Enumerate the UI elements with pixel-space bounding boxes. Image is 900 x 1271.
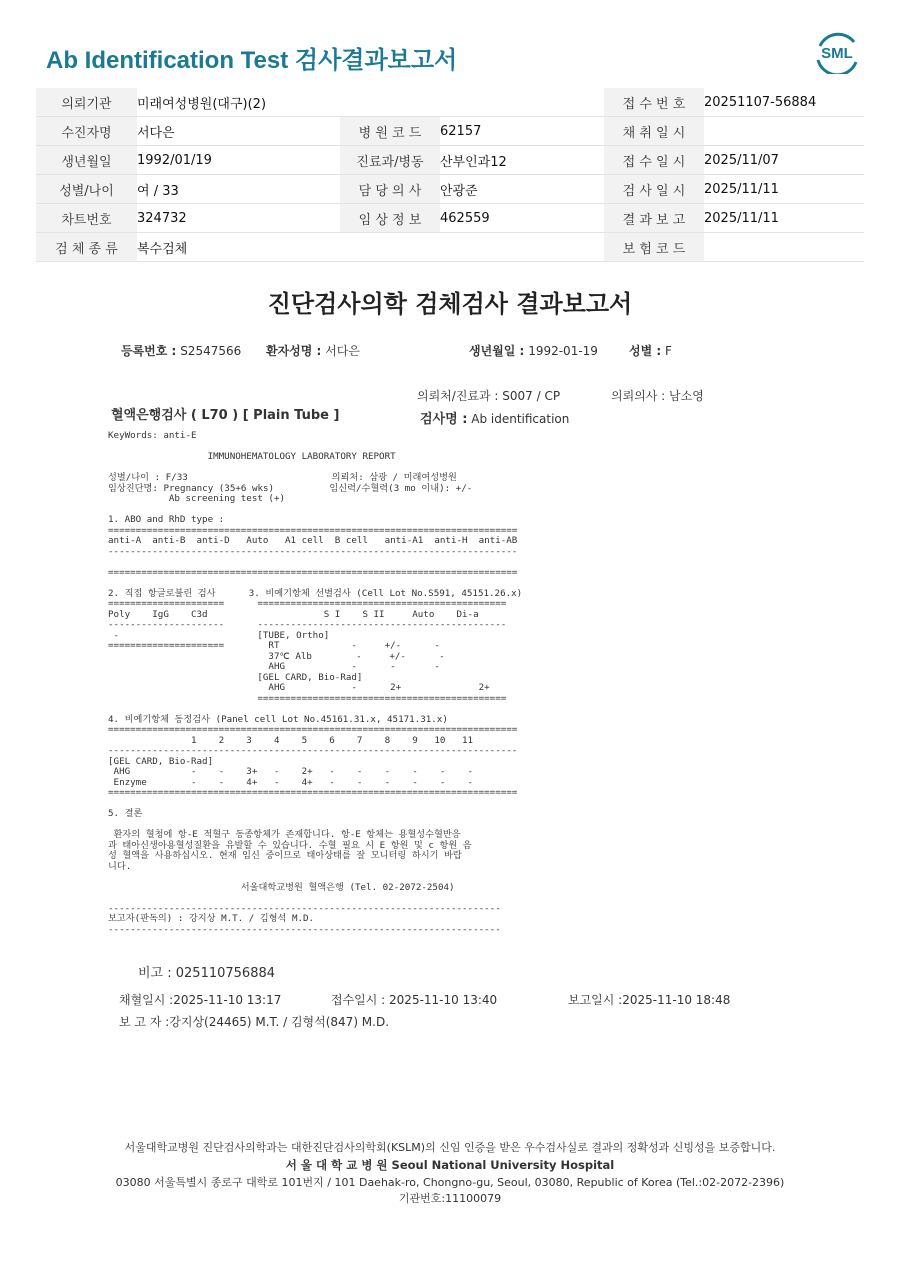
value-hospital-code: 62157 xyxy=(440,117,604,146)
footer-institution-number: 기관번호:11100079 xyxy=(398,1192,502,1205)
department-info: 의뢰처/진료과 : S007 / CP xyxy=(417,389,561,403)
collection-time: 채혈일시 :2025-11-10 13:17 xyxy=(119,993,282,1007)
info-table xyxy=(36,88,864,262)
info-row xyxy=(36,146,864,175)
label-doctor: 담 당 의 사 xyxy=(340,175,440,204)
document-title: Ab Identification Test 검사결과보고서 xyxy=(46,47,458,74)
test-name-label: 검사명 : xyxy=(420,412,468,427)
value-patient-name: 서다은 xyxy=(137,117,340,146)
receipt-time: 접수일시 : 2025-11-10 13:40 xyxy=(331,993,498,1007)
registration-value: S2547566 xyxy=(180,344,242,358)
requesting-doctor: 의뢰의사 : 남소영 xyxy=(611,389,704,403)
birth-date-value: 1992-01-19 xyxy=(528,344,598,358)
info-row xyxy=(36,117,864,146)
sex xyxy=(629,342,672,359)
value-department: 산부인과12 xyxy=(440,146,604,175)
value-receipt-time: 2025/11/07 xyxy=(704,146,864,175)
test-group: 혈액은행검사 ( L70 ) [ Plain Tube ] xyxy=(111,408,340,423)
value-clinical-info: 462559 xyxy=(440,204,604,233)
value-birth-date: 1992/01/19 xyxy=(137,146,340,175)
registration-label: 등록번호 : xyxy=(121,344,177,358)
label-patient-name: 수진자명 xyxy=(36,117,137,146)
label-clinical-info: 임 상 정 보 xyxy=(340,204,440,233)
patient-name xyxy=(266,342,360,359)
logo-text: SML xyxy=(821,45,853,62)
sex-label: 성별 : xyxy=(629,344,662,358)
footer-address: 03080 서울특별시 종로구 대학로 101번지 / 101 Daehak-ro, Chongno-gu, Seoul, 03080, Republic of Korea (Tel.:02-2072-2396) xyxy=(115,1176,785,1189)
label-birth-date: 생년월일 xyxy=(36,146,137,175)
info-row xyxy=(36,204,864,233)
footer-certification: 서울대학교병원 진단검사의학과는 대한진단검사의학회(KSLM)의 신임 인증을 받은 우수검사실로 결과의 정확성과 신빙성을 보증합니다. xyxy=(124,1141,776,1154)
label-test-time: 검 사 일 시 xyxy=(604,175,704,204)
label-requesting-org: 의뢰기관 xyxy=(36,88,137,117)
value-specimen-type: 복수검체 xyxy=(137,233,604,262)
test-name-value: Ab identification xyxy=(471,412,570,426)
value-sex-age: 여 / 33 xyxy=(137,175,340,204)
patient-name-value: 서다은 xyxy=(325,344,360,358)
sml-logo xyxy=(812,30,862,74)
report-title: 진단검사의학 검체검사 결과보고서 xyxy=(267,290,633,318)
value-collection-time xyxy=(704,117,864,146)
value-requesting-org: 미래여성병원(대구)(2) xyxy=(137,88,604,117)
label-receipt-time: 접 수 일 시 xyxy=(604,146,704,175)
reporter: 보 고 자 :강지상(24465) M.T. / 김형석(847) M.D. xyxy=(119,1015,390,1029)
label-department: 진료과/병동 xyxy=(340,146,440,175)
label-specimen-type: 검 체 종 류 xyxy=(36,233,137,262)
label-insurance-code: 보 험 코 드 xyxy=(604,233,704,262)
value-receipt-number: 20251107-56884 xyxy=(704,88,864,117)
label-hospital-code: 병 원 코 드 xyxy=(340,117,440,146)
info-row xyxy=(36,233,864,262)
note: 비고 : 025110756884 xyxy=(138,966,276,981)
label-receipt-number: 접 수 번 호 xyxy=(604,88,704,117)
label-sex-age: 성별/나이 xyxy=(36,175,137,204)
label-result-report: 결 과 보 고 xyxy=(604,204,704,233)
sex-value: F xyxy=(665,344,672,358)
value-chart-number: 324732 xyxy=(137,204,340,233)
label-collection-time: 채 취 일 시 xyxy=(604,117,704,146)
footer-hospital-name: 서 울 대 학 교 병 원 Seoul National University Hospital xyxy=(285,1158,615,1172)
report-time: 보고일시 :2025-11-10 18:48 xyxy=(568,993,731,1007)
registration-number xyxy=(121,342,241,359)
birth-date-label: 생년월일 : xyxy=(469,344,525,358)
value-test-time: 2025/11/11 xyxy=(704,175,864,204)
info-row xyxy=(36,88,864,117)
info-row xyxy=(36,175,864,204)
report-body: KeyWords: anti-E IMMUNOHEMATOLOGY LABORATORY REPORT 성별/나이 : F/33 의뢰처: 삼광 / 미래여성병원 임상진단명: Pregnancy (35+6 wks) 임신력/수혈력(3 mo 이내): +/- Ab screening test (+) 1. ABO and RhD type : ========================================================================== anti-A anti-B anti-D Auto A1 cell B cell anti-A1 anti-H anti-AB -------------------------------------------------------------------------- ========================================================================== 2. 직접 항글로불린 검사 3. 비예기항체 선별검사 (Cell Lot No.S591, 45151.26.x) ===================== ============================================= Poly IgG C3d S I S II Auto Di-a --------------------- --------------------------------------------- - [TUBE, Ortho] ===================== RT - +/- - 37℃ Alb - +/- - AHG - - - [GEL CARD, Bio-Rad] AHG - 2+ 2+ ============================================= 4. 비예기항체 동정검사 (Panel cell Lot No.45161.31.x, 45171.31.x) ========================================================================== 1 2 3 4 5 6 7 8 9 10 11 -------------------------------------------------------------------------- [GEL CARD, Bio-Rad] AHG - - 3+ - 2+ - - - - - - Enzyme - - 4+ - 4+ - - - - - - ========================================================================== 5. 결론 환자의 혈청에 항-E 적혈구 동종항체가 존재합니다. 항-E 항체는 용혈성수혈반응 과 태아신생아용혈성질환을 유발할 수 있습니다. 수혈 필요 시 E 항원 및 c 항원 음 성 혈액을 사용하십시오. 현재 임신 중이므로 태아상태를 잘 모니터링 하시기 바랍 니다. 서울대학교병원 혈액은행 (Tel. 02-2072-2504) ----------------------------------------------------------------------- 보고자(판독의) : 강지상 M.T. / 김형석 M.D. ----------------------------------------------------------------------- xyxy=(108,430,523,935)
patient-name-label: 환자성명 : xyxy=(266,344,322,358)
value-insurance-code xyxy=(704,233,864,262)
value-doctor: 안광준 xyxy=(440,175,604,204)
birth-date xyxy=(469,342,598,359)
value-result-report: 2025/11/11 xyxy=(704,204,864,233)
test-name xyxy=(420,408,569,427)
label-chart-number: 차트번호 xyxy=(36,204,137,233)
